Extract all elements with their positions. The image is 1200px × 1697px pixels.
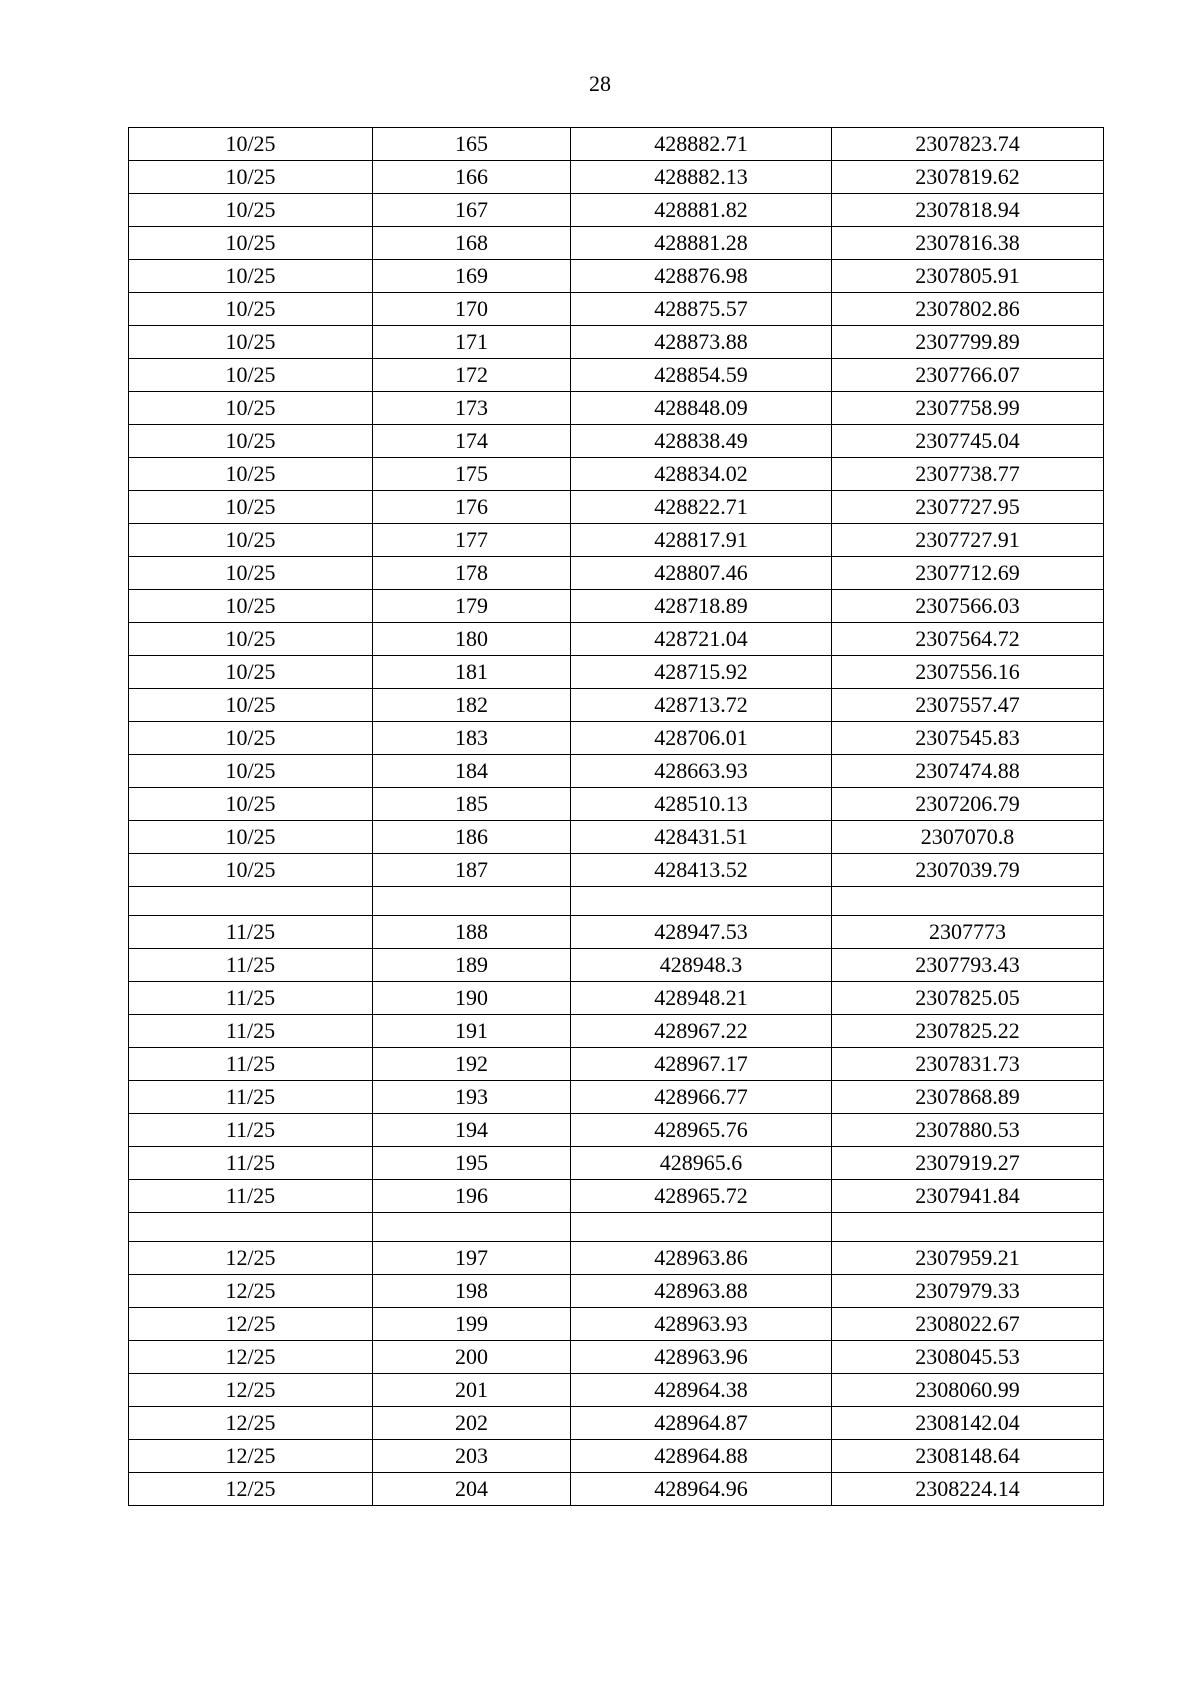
table-row — [129, 227, 1104, 260]
point-number-cell: 168 — [373, 227, 571, 260]
y-coordinate-cell: 2307868.89 — [832, 1081, 1104, 1114]
x-coordinate-cell: 428963.86 — [571, 1242, 832, 1275]
table-row — [129, 458, 1104, 491]
y-coordinate-cell: 2308224.14 — [832, 1473, 1104, 1506]
x-coordinate-cell: 428965.76 — [571, 1114, 832, 1147]
x-coordinate-cell: 428807.46 — [571, 557, 832, 590]
y-coordinate-cell: 2308045.53 — [832, 1341, 1104, 1374]
table-row — [129, 689, 1104, 722]
point-number-cell: 190 — [373, 982, 571, 1015]
sheet-cell: 11/25 — [129, 949, 373, 982]
table-row — [129, 161, 1104, 194]
table-row — [129, 623, 1104, 656]
point-number-cell: 172 — [373, 359, 571, 392]
point-number-cell: 181 — [373, 656, 571, 689]
point-number-cell: 184 — [373, 755, 571, 788]
table-row — [129, 425, 1104, 458]
x-coordinate-cell: 428510.13 — [571, 788, 832, 821]
sheet-cell: 10/25 — [129, 689, 373, 722]
table-row — [129, 722, 1104, 755]
point-number-cell — [373, 887, 571, 916]
y-coordinate-cell: 2307545.83 — [832, 722, 1104, 755]
sheet-cell: 10/25 — [129, 755, 373, 788]
sheet-cell — [129, 887, 373, 916]
point-number-cell: 192 — [373, 1048, 571, 1081]
sheet-cell: 10/25 — [129, 491, 373, 524]
y-coordinate-cell: 2307831.73 — [832, 1048, 1104, 1081]
point-number-cell: 170 — [373, 293, 571, 326]
y-coordinate-cell — [832, 1213, 1104, 1242]
sheet-cell: 10/25 — [129, 194, 373, 227]
point-number-cell: 201 — [373, 1374, 571, 1407]
y-coordinate-cell: 2307825.05 — [832, 982, 1104, 1015]
table-row — [129, 128, 1104, 161]
sheet-cell: 12/25 — [129, 1407, 373, 1440]
point-number-cell: 185 — [373, 788, 571, 821]
y-coordinate-cell: 2307819.62 — [832, 161, 1104, 194]
x-coordinate-cell — [571, 887, 832, 916]
x-coordinate-cell: 428848.09 — [571, 392, 832, 425]
table-row — [129, 491, 1104, 524]
point-number-cell: 199 — [373, 1308, 571, 1341]
y-coordinate-cell: 2308022.67 — [832, 1308, 1104, 1341]
point-number-cell: 183 — [373, 722, 571, 755]
x-coordinate-cell: 428721.04 — [571, 623, 832, 656]
y-coordinate-cell: 2307712.69 — [832, 557, 1104, 590]
table-row — [129, 949, 1104, 982]
table-row — [129, 755, 1104, 788]
point-number-cell: 202 — [373, 1407, 571, 1440]
point-number-cell: 169 — [373, 260, 571, 293]
sheet-cell: 11/25 — [129, 1015, 373, 1048]
sheet-cell: 11/25 — [129, 1180, 373, 1213]
x-coordinate-cell: 428822.71 — [571, 491, 832, 524]
y-coordinate-cell: 2307557.47 — [832, 689, 1104, 722]
x-coordinate-cell: 428718.89 — [571, 590, 832, 623]
x-coordinate-cell: 428967.17 — [571, 1048, 832, 1081]
table-row-separator — [129, 887, 1104, 916]
sheet-cell: 10/25 — [129, 425, 373, 458]
table-row — [129, 1114, 1104, 1147]
x-coordinate-cell: 428706.01 — [571, 722, 832, 755]
y-coordinate-cell: 2307566.03 — [832, 590, 1104, 623]
y-coordinate-cell: 2307880.53 — [832, 1114, 1104, 1147]
table-row — [129, 1341, 1104, 1374]
table-row — [129, 392, 1104, 425]
table-row — [129, 194, 1104, 227]
point-number-cell: 175 — [373, 458, 571, 491]
sheet-cell: 10/25 — [129, 392, 373, 425]
x-coordinate-cell: 428963.88 — [571, 1275, 832, 1308]
point-number-cell: 189 — [373, 949, 571, 982]
sheet-cell: 11/25 — [129, 1147, 373, 1180]
y-coordinate-cell: 2307206.79 — [832, 788, 1104, 821]
sheet-cell: 10/25 — [129, 722, 373, 755]
y-coordinate-cell: 2307773 — [832, 916, 1104, 949]
point-number-cell — [373, 1213, 571, 1242]
coordinates-table-body — [129, 128, 1104, 1506]
x-coordinate-cell: 428431.51 — [571, 821, 832, 854]
sheet-cell: 10/25 — [129, 557, 373, 590]
point-number-cell: 178 — [373, 557, 571, 590]
table-row — [129, 524, 1104, 557]
sheet-cell: 12/25 — [129, 1341, 373, 1374]
x-coordinate-cell: 428965.6 — [571, 1147, 832, 1180]
y-coordinate-cell: 2307758.99 — [832, 392, 1104, 425]
x-coordinate-cell: 428948.3 — [571, 949, 832, 982]
table-row — [129, 854, 1104, 887]
y-coordinate-cell: 2308148.64 — [832, 1440, 1104, 1473]
table-row-separator — [129, 1213, 1104, 1242]
x-coordinate-cell: 428663.93 — [571, 755, 832, 788]
x-coordinate-cell: 428713.72 — [571, 689, 832, 722]
point-number-cell: 167 — [373, 194, 571, 227]
y-coordinate-cell: 2307727.91 — [832, 524, 1104, 557]
point-number-cell: 187 — [373, 854, 571, 887]
y-coordinate-cell: 2307039.79 — [832, 854, 1104, 887]
table-row — [129, 1473, 1104, 1506]
table-row — [129, 1081, 1104, 1114]
sheet-cell: 10/25 — [129, 788, 373, 821]
y-coordinate-cell: 2307959.21 — [832, 1242, 1104, 1275]
table-row — [129, 821, 1104, 854]
sheet-cell: 10/25 — [129, 458, 373, 491]
sheet-cell: 10/25 — [129, 260, 373, 293]
x-coordinate-cell: 428947.53 — [571, 916, 832, 949]
point-number-cell: 177 — [373, 524, 571, 557]
x-coordinate-cell — [571, 1213, 832, 1242]
sheet-cell: 10/25 — [129, 128, 373, 161]
y-coordinate-cell: 2307818.94 — [832, 194, 1104, 227]
table-row — [129, 260, 1104, 293]
sheet-cell: 10/25 — [129, 656, 373, 689]
point-number-cell: 165 — [373, 128, 571, 161]
x-coordinate-cell: 428882.71 — [571, 128, 832, 161]
point-number-cell: 193 — [373, 1081, 571, 1114]
x-coordinate-cell: 428882.13 — [571, 161, 832, 194]
x-coordinate-cell: 428873.88 — [571, 326, 832, 359]
table-row — [129, 1015, 1104, 1048]
table-row — [129, 1440, 1104, 1473]
y-coordinate-cell: 2307979.33 — [832, 1275, 1104, 1308]
table-row — [129, 1147, 1104, 1180]
x-coordinate-cell: 428963.96 — [571, 1341, 832, 1374]
table-row — [129, 1048, 1104, 1081]
sheet-cell: 12/25 — [129, 1242, 373, 1275]
x-coordinate-cell: 428964.87 — [571, 1407, 832, 1440]
x-coordinate-cell: 428963.93 — [571, 1308, 832, 1341]
sheet-cell: 12/25 — [129, 1275, 373, 1308]
sheet-cell: 12/25 — [129, 1440, 373, 1473]
x-coordinate-cell: 428834.02 — [571, 458, 832, 491]
sheet-cell: 10/25 — [129, 227, 373, 260]
sheet-cell: 11/25 — [129, 982, 373, 1015]
y-coordinate-cell: 2307825.22 — [832, 1015, 1104, 1048]
table-row — [129, 1242, 1104, 1275]
sheet-cell: 10/25 — [129, 524, 373, 557]
y-coordinate-cell: 2307823.74 — [832, 128, 1104, 161]
y-coordinate-cell: 2307941.84 — [832, 1180, 1104, 1213]
page-number: 28 — [589, 71, 611, 96]
point-number-cell: 196 — [373, 1180, 571, 1213]
y-coordinate-cell: 2307564.72 — [832, 623, 1104, 656]
x-coordinate-cell: 428967.22 — [571, 1015, 832, 1048]
table-row — [129, 1180, 1104, 1213]
x-coordinate-cell: 428964.96 — [571, 1473, 832, 1506]
y-coordinate-cell: 2307799.89 — [832, 326, 1104, 359]
x-coordinate-cell: 428817.91 — [571, 524, 832, 557]
sheet-cell: 12/25 — [129, 1374, 373, 1407]
point-number-cell: 188 — [373, 916, 571, 949]
sheet-cell: 10/25 — [129, 821, 373, 854]
point-number-cell: 186 — [373, 821, 571, 854]
point-number-cell: 203 — [373, 1440, 571, 1473]
point-number-cell: 180 — [373, 623, 571, 656]
y-coordinate-cell: 2307556.16 — [832, 656, 1104, 689]
y-coordinate-cell: 2308060.99 — [832, 1374, 1104, 1407]
x-coordinate-cell: 428964.38 — [571, 1374, 832, 1407]
point-number-cell: 200 — [373, 1341, 571, 1374]
table-row — [129, 359, 1104, 392]
point-number-cell: 171 — [373, 326, 571, 359]
x-coordinate-cell: 428715.92 — [571, 656, 832, 689]
table-row — [129, 1407, 1104, 1440]
y-coordinate-cell: 2307745.04 — [832, 425, 1104, 458]
y-coordinate-cell: 2308142.04 — [832, 1407, 1104, 1440]
point-number-cell: 194 — [373, 1114, 571, 1147]
table-row — [129, 656, 1104, 689]
y-coordinate-cell: 2307793.43 — [832, 949, 1104, 982]
x-coordinate-cell: 428875.57 — [571, 293, 832, 326]
table-row — [129, 916, 1104, 949]
point-number-cell: 179 — [373, 590, 571, 623]
table-row — [129, 326, 1104, 359]
point-number-cell: 182 — [373, 689, 571, 722]
sheet-cell: 12/25 — [129, 1308, 373, 1341]
y-coordinate-cell: 2307474.88 — [832, 755, 1104, 788]
sheet-cell: 10/25 — [129, 326, 373, 359]
x-coordinate-cell: 428876.98 — [571, 260, 832, 293]
y-coordinate-cell: 2307919.27 — [832, 1147, 1104, 1180]
y-coordinate-cell: 2307738.77 — [832, 458, 1104, 491]
x-coordinate-cell: 428413.52 — [571, 854, 832, 887]
sheet-cell: 10/25 — [129, 623, 373, 656]
table-row — [129, 590, 1104, 623]
x-coordinate-cell: 428966.77 — [571, 1081, 832, 1114]
table-row — [129, 293, 1104, 326]
point-number-cell: 176 — [373, 491, 571, 524]
point-number-cell: 204 — [373, 1473, 571, 1506]
table-row — [129, 788, 1104, 821]
point-number-cell: 174 — [373, 425, 571, 458]
table-row — [129, 1374, 1104, 1407]
x-coordinate-cell: 428965.72 — [571, 1180, 832, 1213]
point-number-cell: 173 — [373, 392, 571, 425]
x-coordinate-cell: 428964.88 — [571, 1440, 832, 1473]
point-number-cell: 197 — [373, 1242, 571, 1275]
y-coordinate-cell: 2307766.07 — [832, 359, 1104, 392]
table-row — [129, 1275, 1104, 1308]
sheet-cell: 10/25 — [129, 854, 373, 887]
x-coordinate-cell: 428881.82 — [571, 194, 832, 227]
sheet-cell: 10/25 — [129, 293, 373, 326]
sheet-cell: 11/25 — [129, 916, 373, 949]
y-coordinate-cell: 2307727.95 — [832, 491, 1104, 524]
table-row — [129, 1308, 1104, 1341]
x-coordinate-cell: 428838.49 — [571, 425, 832, 458]
point-number-cell: 166 — [373, 161, 571, 194]
y-coordinate-cell: 2307802.86 — [832, 293, 1104, 326]
y-coordinate-cell: 2307805.91 — [832, 260, 1104, 293]
sheet-cell: 11/25 — [129, 1114, 373, 1147]
sheet-cell: 11/25 — [129, 1048, 373, 1081]
x-coordinate-cell: 428881.28 — [571, 227, 832, 260]
table-row — [129, 557, 1104, 590]
point-number-cell: 191 — [373, 1015, 571, 1048]
x-coordinate-cell: 428948.21 — [571, 982, 832, 1015]
point-number-cell: 198 — [373, 1275, 571, 1308]
x-coordinate-cell: 428854.59 — [571, 359, 832, 392]
coordinates-table — [128, 127, 1104, 1506]
sheet-cell: 10/25 — [129, 359, 373, 392]
sheet-cell: 10/25 — [129, 590, 373, 623]
y-coordinate-cell: 2307816.38 — [832, 227, 1104, 260]
y-coordinate-cell: 2307070.8 — [832, 821, 1104, 854]
y-coordinate-cell — [832, 887, 1104, 916]
sheet-cell: 10/25 — [129, 161, 373, 194]
point-number-cell: 195 — [373, 1147, 571, 1180]
sheet-cell: 11/25 — [129, 1081, 373, 1114]
sheet-cell: 12/25 — [129, 1473, 373, 1506]
sheet-cell — [129, 1213, 373, 1242]
table-row — [129, 982, 1104, 1015]
